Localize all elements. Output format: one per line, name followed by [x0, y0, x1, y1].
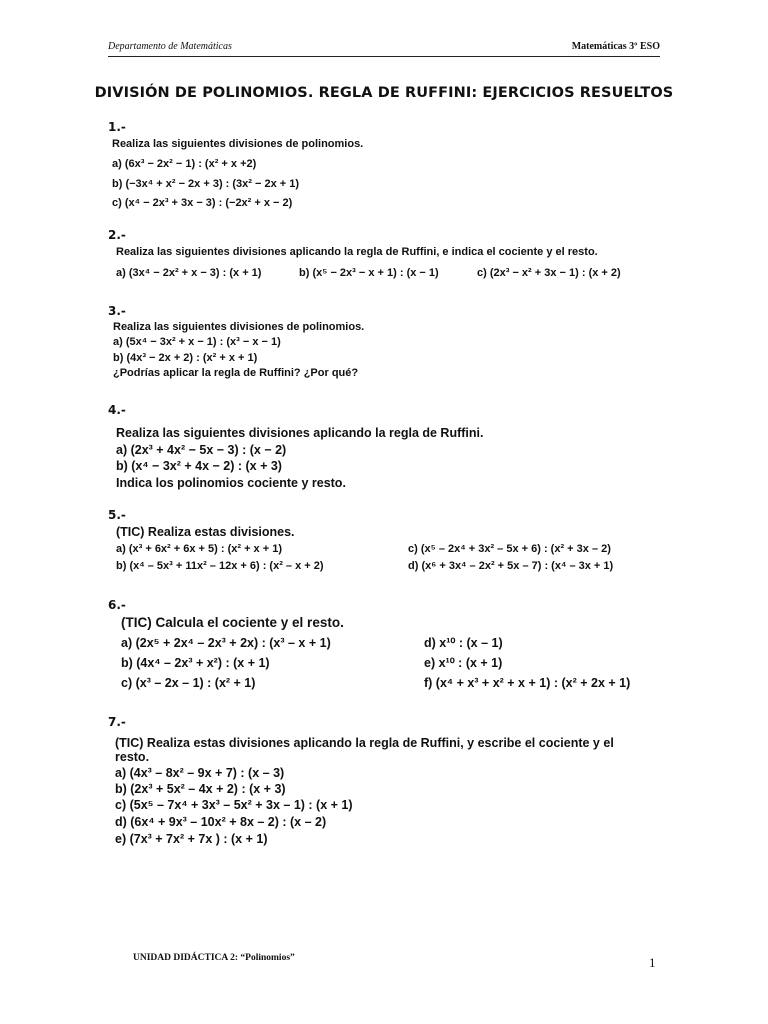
exercise-6-item-c: c) (x³ – 2x – 1) : (x² + 1)	[121, 676, 256, 690]
exercise-2-number: 2.-	[108, 228, 126, 242]
exercise-5-number: 5.-	[108, 508, 126, 522]
exercise-6-item-b: b) (4x⁴ – 2x³ + x²) : (x + 1)	[121, 656, 270, 670]
exercise-5-item-d: d) (x⁶ + 3x⁴ – 2x² + 5x – 7) : (x⁴ – 3x + 1)	[408, 560, 614, 572]
header-divider	[108, 56, 660, 57]
exercise-7-item-b: b) (2x³ + 5x² – 4x + 2) : (x + 3)	[115, 782, 286, 796]
exercise-4-item-a: a) (2x³ + 4x² − 5x − 3) : (x − 2)	[116, 443, 287, 457]
exercise-5-item-c: c) (x⁵ – 2x⁴ + 3x² – 5x + 6) : (x² + 3x – 2)	[408, 543, 611, 555]
exercise-7-item-d: d) (6x⁴ + 9x³ – 10x² + 8x – 2) : (x – 2)	[115, 815, 327, 829]
exercise-6-item-d: d) x¹⁰ : (x – 1)	[424, 636, 503, 650]
exercise-6-item-f: f) (x⁴ + x³ + x² + x + 1) : (x² + 2x + 1)	[424, 676, 631, 690]
exercise-7-statement-cont: resto.	[115, 750, 150, 764]
exercise-1-number: 1.-	[108, 120, 126, 134]
exercise-2-item-a: a) (3x⁴ − 2x² + x − 3) : (x + 1)	[116, 267, 262, 279]
exercise-6-number: 6.-	[108, 598, 126, 612]
exercise-1-item-a: a) (6x³ − 2x² − 1) : (x² + x +2)	[112, 158, 257, 170]
exercise-7-item-c: c) (5x⁵ – 7x⁴ + 3x³ – 5x² + 3x – 1) : (x + 1)	[115, 798, 353, 812]
exercise-6-statement: (TIC) Calcula el cociente y el resto.	[121, 615, 344, 630]
header-course: Matemáticas 3º ESO	[571, 41, 660, 52]
exercise-2-item-c: c) (2x³ − x² + 3x − 1) : (x + 2)	[477, 267, 621, 279]
exercise-7-number: 7.-	[108, 715, 126, 729]
exercise-4-statement: Realiza las siguientes divisiones aplicando la regla de Ruffini.	[116, 426, 484, 440]
page-title: DIVISIÓN DE POLINOMIOS. REGLA DE RUFFINI: EJERCICIOS RESUELTOS	[94, 85, 674, 101]
exercise-5-item-b: b) (x⁴ – 5x³ + 11x² – 12x + 6) : (x² – x + 2)	[116, 560, 324, 572]
exercise-4-note: Indica los polinomios cociente y resto.	[116, 476, 346, 490]
exercise-1-statement: Realiza las siguientes divisiones de polinomios.	[112, 138, 364, 150]
exercise-3-item-a: a) (5x⁴ − 3x² + x − 1) : (x³ − x − 1)	[113, 336, 281, 348]
exercise-5-item-a: a) (x³ + 6x² + 6x + 5) : (x² + x + 1)	[116, 543, 282, 555]
exercise-7-item-e: e) (7x³ + 7x² + 7x ) : (x + 1)	[115, 832, 268, 846]
exercise-1-item-c: c) (x⁴ − 2x³ + 3x − 3) : (−2x² + x − 2)	[112, 197, 293, 209]
exercise-2-item-b: b) (x⁵ − 2x³ − x + 1) : (x − 1)	[299, 267, 439, 279]
exercise-7-item-a: a) (4x³ – 8x² – 9x + 7) : (x – 3)	[115, 766, 285, 780]
exercise-1-item-b: b) (−3x⁴ + x² − 2x + 3) : (3x² − 2x + 1)	[112, 178, 300, 190]
exercise-3-statement: Realiza las siguientes divisiones de polinomios.	[113, 321, 365, 333]
exercise-3-item-b: b) (4x³ − 2x + 2) : (x² + x + 1)	[113, 352, 258, 364]
exercise-3-number: 3.-	[108, 304, 126, 318]
exercise-6-item-a: a) (2x⁵ + 2x⁴ – 2x³ + 2x) : (x³ – x + 1)	[121, 636, 331, 650]
exercise-4-number: 4.-	[108, 403, 126, 417]
page-number: 1	[649, 955, 656, 970]
exercise-3-question: ¿Podrías aplicar la regla de Ruffini? ¿Por qué?	[113, 367, 359, 379]
exercise-4-item-b: b) (x⁴ − 3x² + 4x − 2) : (x + 3)	[116, 459, 282, 473]
exercise-7-statement: (TIC) Realiza estas divisiones aplicando la regla de Ruffini, y escribe el cociente y el	[115, 736, 614, 750]
exercise-2-statement: Realiza las siguientes divisiones aplicando la regla de Ruffini, e indica el cociente y el resto.	[116, 246, 598, 258]
header-department: Departamento de Matemáticas	[108, 41, 232, 52]
footer-unit: UNIDAD DIDÁCTICA 2: “Polinomios”	[133, 953, 295, 963]
exercise-5-statement: (TIC) Realiza estas divisiones.	[116, 525, 295, 539]
exercise-6-item-e: e) x¹⁰ : (x + 1)	[424, 656, 503, 670]
